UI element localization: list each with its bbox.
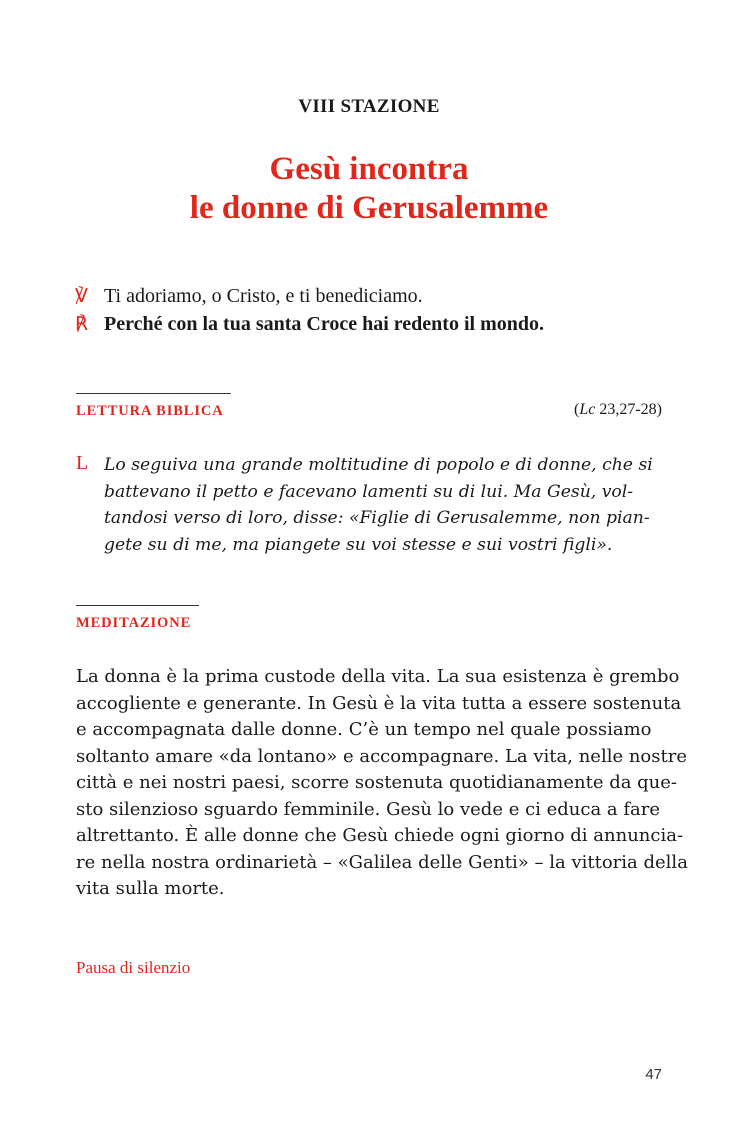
response-text: Perché con la tua santa Croce hai redento il mondo. — [104, 313, 544, 335]
scripture-reference: (Lc 23,27-28) — [574, 401, 662, 418]
meditation-line: città e nei nostri paesi, scorre sostenuta quotidianamente da que- — [76, 772, 678, 793]
versicle-line — [75, 282, 675, 311]
reading-line: battevano il petto e facevano lamenti su di lui. Ma Gesù, vol- — [104, 481, 634, 502]
response-line — [75, 310, 675, 339]
meditation-line: soltanto amare «da lontano» e accompagnare. La vita, nelle nostre — [76, 745, 687, 767]
meditation-line: altrettanto. È alle donne che Gesù chiede ogni giorno di annuncia- — [76, 825, 684, 846]
station-heading: VIII STAZIONE — [298, 96, 440, 117]
versicle-text: Ti adoriamo, o Cristo, e ti benediciamo. — [104, 285, 423, 307]
reference-book: Lc — [579, 401, 596, 418]
pause-instruction: Pausa di silenzio — [76, 958, 191, 977]
versicle-symbol: ℣ — [75, 286, 88, 307]
meditation-line: e accompagnata dalle donne. C’è un tempo nel quale possiamo — [76, 719, 652, 740]
page-number: 47 — [645, 1066, 662, 1083]
meditation-label: MEDITAZIONE — [76, 615, 192, 631]
meditation-text — [76, 664, 688, 903]
response-symbol: ℟ — [75, 314, 88, 335]
reading-label: LETTURA BIBLICA — [76, 403, 224, 419]
page-title — [0, 150, 738, 228]
meditation-line: vita sulla morte. — [76, 878, 225, 899]
title-line-1: Gesù incontra — [269, 151, 469, 187]
reading-text — [104, 452, 664, 558]
reading-divider — [76, 393, 231, 394]
title-line-2: le donne di Gerusalemme — [189, 190, 549, 226]
reading-line: gete su di me, ma piangete su voi stesse e sui vostri figli». — [104, 534, 613, 555]
meditation-divider — [76, 605, 199, 606]
meditation-line: La donna è la prima custode della vita. La sua esistenza è grembo — [76, 666, 680, 687]
meditation-line: accogliente e generante. In Gesù è la vita tutta a essere sostenuta — [76, 692, 682, 714]
lector-letter: L — [76, 452, 89, 474]
meditation-line: sto silenzioso sguardo femminile. Gesù lo vede e ci educa a fare — [76, 798, 661, 820]
meditation-line: re nella nostra ordinarietà – «Galilea delle Genti» – la vittoria della — [76, 851, 688, 873]
reading-line: tandosi verso di loro, disse: «Figlie di Gerusalemme, non pian- — [104, 508, 650, 528]
reading-line: Lo seguiva una grande moltitudine di popolo e di donne, che si — [104, 455, 653, 475]
